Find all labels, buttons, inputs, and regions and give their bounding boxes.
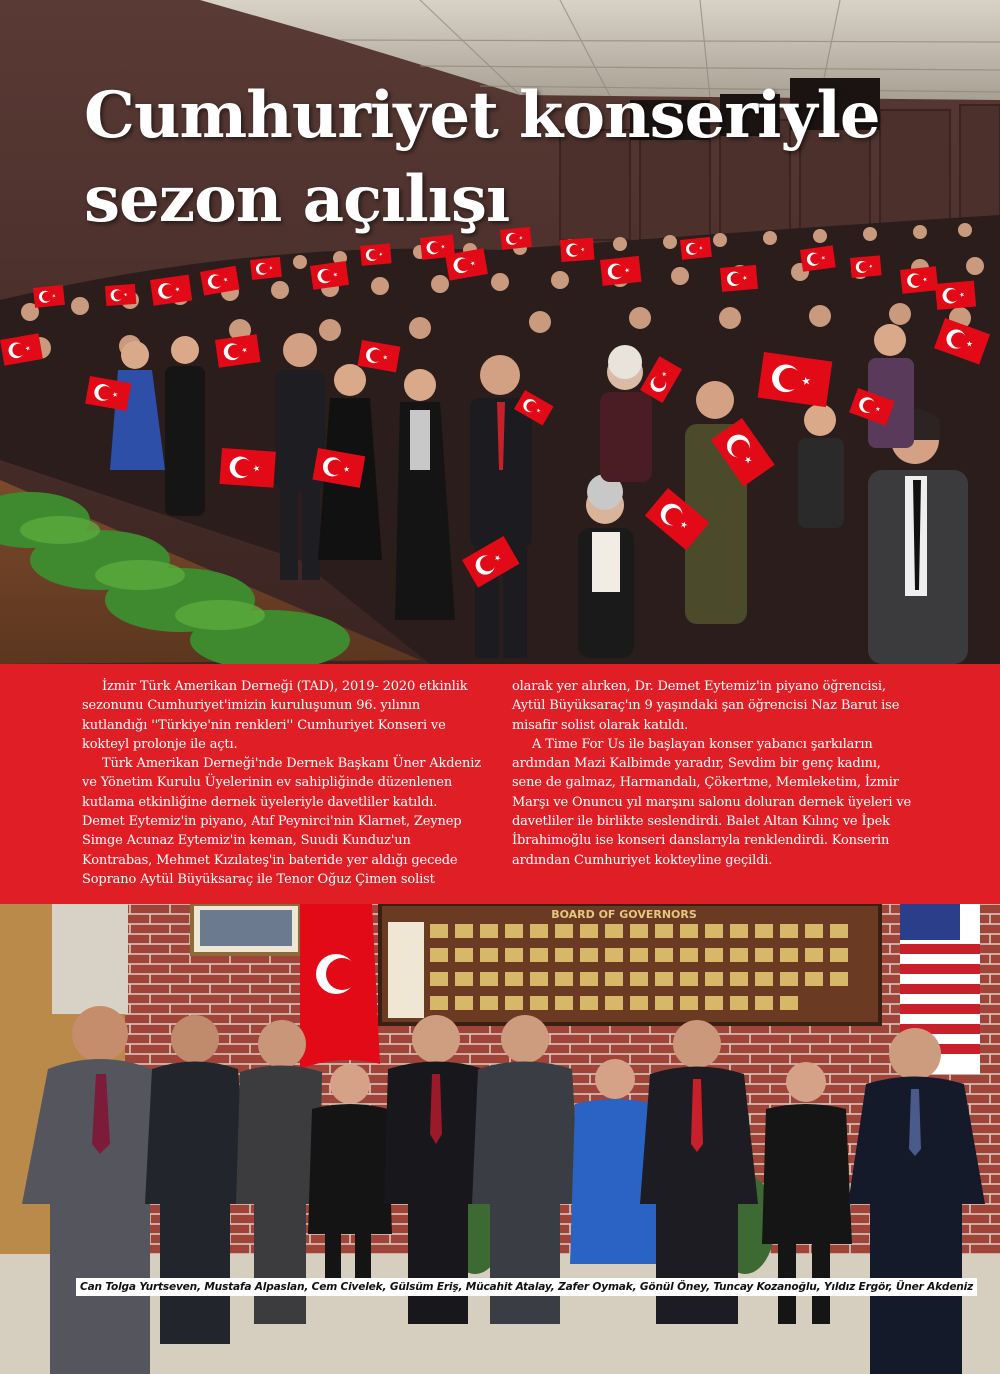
group-illustration — [0, 904, 1000, 1374]
group-photo — [0, 904, 1000, 1374]
article-title-line-1: Cumhuriyet konseriyle — [84, 78, 880, 153]
article-title-line-2: sezon açılışı — [84, 162, 510, 237]
article-paragraph: Türk Amerikan Derneği'nde Dernek Başkanı Üner Akdeniz ve Yönetim Kurulu Üyelerinin ev sahipliğinde düzenlenen kutlama etkinliğine dernek üyeleriyle davetliler katıldı. Demet Eytemiz'in piyano, Atıf Peynirci'nin Klarnet, Zeynep Simge Acunaz Eytemiz'in keman, Suudi Kunduz'un Kontrabas, Mehmet Kızılateş'in bateride yer aldığı gecede Soprano Aytül Büyüksaraç ile Tenor Oğuz Çimen solist — [82, 756, 481, 887]
article-paragraph: A Time For Us ile başlayan konser yabancı şarkıların ardından Mazi Kalbimde yaradır, Sevdim bir genç kadını, sene de galmaz, Harmandalı, Çökertme, Memleketim, İzmir Marşı ve Onuncu yıl marşını salonu doluran dernek üyeleri ve davetliler ile birlikte seslendirdi. Balet Altan Kılınç ve İpek İbrahimoğlu ise konseri danslarıyla renklendirdi. Konserin ardından Cumhuriyet kokteyline geçildi. — [512, 736, 912, 868]
article-paragraph: İzmir Türk Amerikan Derneği (TAD), 2019- 2020 etkinlik sezonunu Cumhuriyet'imizin kuruluşunun 96. yılının kutlandığı ''Türkiye'nin renkleri'' Cumhuriyet Konseri ve kokteyl prolonje ile açtı. — [82, 679, 468, 752]
photo-caption: Can Tolga Yurtseven, Mustafa Alpaslan, Cem Civelek, Gülsüm Eriş, Mücahit Atalay, Zafer Oymak, Gönül Öney, Tuncay Kozanoğlu, Yıldız Ergör, Üner Akdeniz — [76, 1278, 977, 1296]
article-column-right — [512, 677, 912, 870]
article-column-left — [82, 677, 482, 889]
concert-audience-photo — [0, 0, 1000, 664]
article-title — [84, 74, 880, 242]
board-of-governors-sign: BOARD OF GOVERNORS — [551, 908, 697, 921]
article-paragraph: olarak yer alırken, Dr. Demet Eytemiz'in piyano öğrencisi, Aytül Büyüksaraç'ın 9 yaşındaki şan öğrencisi Naz Barut ise misafir solist olarak katıldı. — [512, 679, 900, 733]
article-body-band — [0, 664, 1000, 904]
